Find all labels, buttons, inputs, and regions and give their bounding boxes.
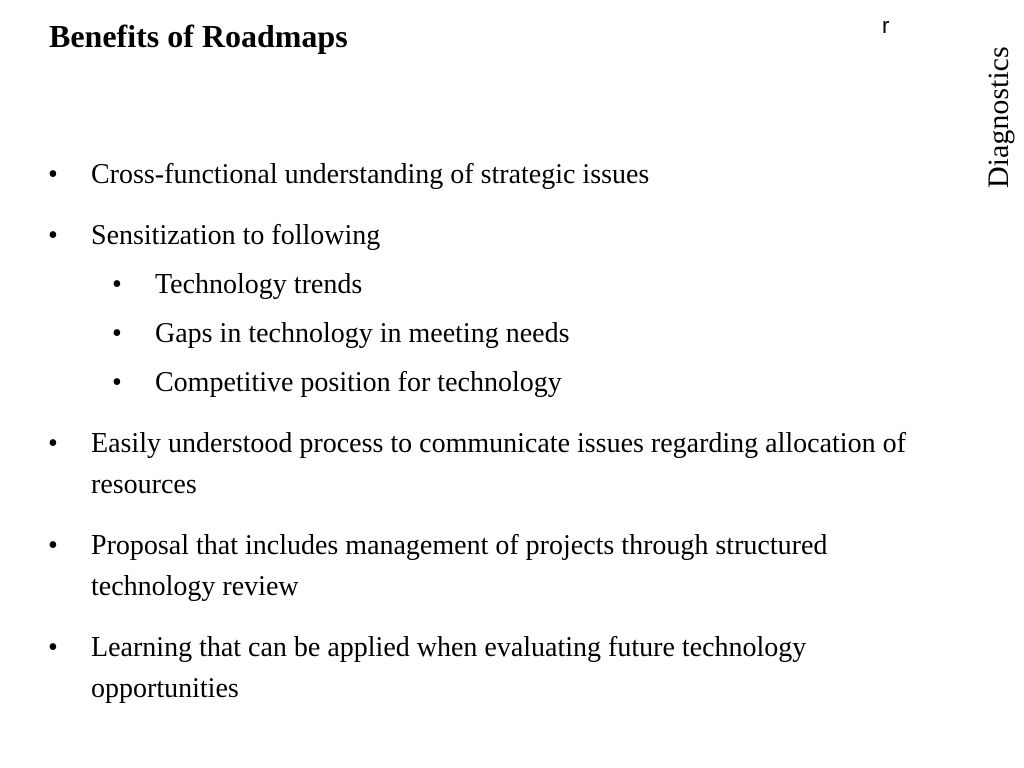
- bullet-marker: •: [48, 220, 58, 251]
- sub-bullet-text: Gaps in technology in meeting needs: [155, 318, 570, 349]
- sub-bullet-text: Competitive position for technology: [155, 367, 562, 398]
- bullet-marker: •: [48, 428, 58, 459]
- side-section-label: Diagnostics: [982, 46, 1015, 188]
- bullet-item: [48, 627, 928, 709]
- bullet-item: [48, 215, 928, 403]
- sub-bullet-marker: •: [112, 318, 122, 349]
- bullet-item: [48, 423, 928, 505]
- bullet-item: [48, 525, 928, 607]
- bullet-text: Easily understood process to communicate issues regarding allocation of resources: [91, 428, 906, 500]
- bullet-text: Cross-functional understanding of strategic issues: [91, 159, 650, 190]
- bullet-marker: •: [48, 632, 58, 663]
- corner-mark: r: [882, 13, 890, 38]
- bullet-item: [48, 154, 928, 195]
- bullet-list: [48, 154, 928, 729]
- slide-title: Benefits of Roadmaps: [49, 18, 348, 54]
- bullet-text: Learning that can be applied when evaluating future technology opportunities: [91, 632, 807, 704]
- bullet-marker: •: [48, 159, 58, 190]
- bullet-text: Sensitization to following: [91, 220, 381, 251]
- sub-bullet-item: [112, 313, 928, 354]
- bullet-text: Proposal that includes management of projects through structured technology review: [91, 530, 828, 602]
- sub-bullet-text: Technology trends: [155, 269, 363, 300]
- bullet-marker: •: [48, 530, 58, 561]
- sub-bullet-marker: •: [112, 367, 122, 398]
- sub-bullet-item: [112, 362, 928, 403]
- sub-bullet-marker: •: [112, 269, 122, 300]
- sub-bullet-item: [112, 264, 928, 305]
- sub-bullet-list: [91, 264, 928, 403]
